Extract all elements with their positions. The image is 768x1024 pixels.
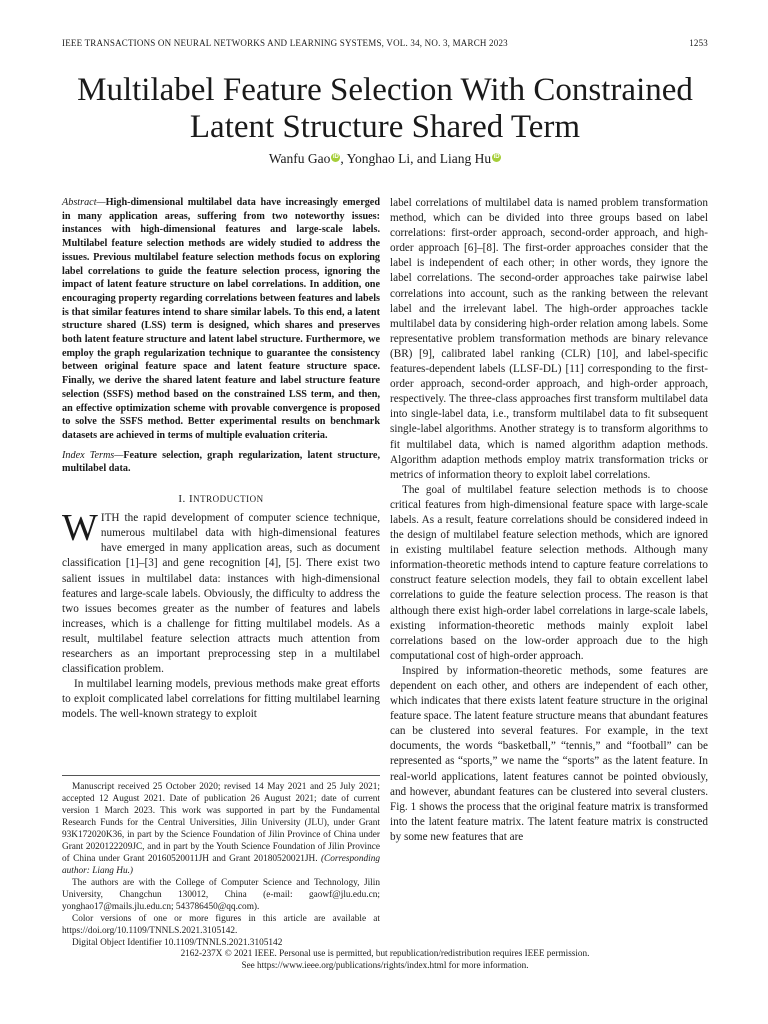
page-number: 1253 (689, 38, 708, 48)
author-1: Wanfu Gao (268, 151, 331, 166)
orcid-icon[interactable]: iD (332, 154, 339, 160)
index-terms-text: Feature selection, graph regularization, latent structure, multilabel data. (62, 449, 380, 475)
index-terms-label: Index Terms— (62, 449, 124, 461)
footnote-color-figures: Color versions of one or more figures in this article are available at https://doi.org/10.1109/TNNLS.2021.3105142. (62, 914, 380, 936)
footnotes (62, 775, 380, 949)
intro-paragraph-1: WITH the rapid development of computer science technique, numerous multilabel data with high-dimensional features have emerged in many application areas, such as document classification [1]–[3] and gene recognition [4], [5]. There exist two salient issues in multilabel data: instances with high-dimensional features and large-scale labels. Obviously, the difficulty to address the two issues becomes greater as the number of features and labels increases, which is a challenge for fitting multilabel models. As a result, multilabel feature selection attracts much attention from researchers as an important preprocessing step in a multilabel classification problem. (62, 507, 380, 676)
abstract-label: Abstract— (62, 197, 106, 208)
abstract-text: High-dimensional multilabel data have increasingly emerged in many application areas, suffering from two noteworthy issues: instances with high-dimensional features and large-scale labels. Multilabel feature selection methods are widely studied to address the issues. Previous multilabel feature selection methods focus on exploring label correlations to guide the feature selection process, ignoring the impact of latent feature structure on label correlations. In addition, one encouraging property regarding correlations between features and labels is that similar features intend to share similar labels. To this end, a latent structure shared (LSS) term is designed, which shares and preserves both latent feature structure and latent label structure. Furthermore, we employ the graph regularization technique to guarantee the consistency between original feature space and latent feature structure space. Finally, we derive the shared latent feature and label structure feature selection (SSFS) method based on the constrained LSS term, and then, an effective optimization scheme with provable convergence is proposed to solve the SSFS method. Better experimental results on benchmark datasets are achieved in terms of multiple evaluation criteria. (62, 197, 380, 441)
right-paragraph-3: Inspired by information-theoretic methods, some features are dependent on each other, and others are independent of each other, which indicates that there exists latent feature structure in the original feature space. The latent feature structure means that abundant features can be clustered into several features. For example, in the text documents, the words “basketball,” “tennis,” and “football” can be represented as “sports,” we name the “sports” as the latent feature. In real-world applications, latent features cannot be pointed obviously, and however, abundant features can be clustered into several clusters. Fig. 1 shows the process that the original feature matrix is transformed into the latent feature matrix. The latent feature matrix is constructed by some new features that are (390, 664, 708, 843)
section-heading: I. INTRODUCTION (178, 493, 264, 506)
copyright-line-2: See https://www.ieee.org/publications/rights/index.html for more information. (241, 959, 529, 970)
left-column (62, 196, 380, 722)
paper-title (60, 72, 710, 146)
footnote-doi: Digital Object Identifier 10.1109/TNNLS.2021.3105142 (72, 938, 283, 948)
index-terms (62, 449, 380, 476)
footnote-rule (62, 775, 380, 776)
title-line-1: Multilabel Feature Selection With Constrained (77, 72, 693, 108)
right-column (390, 196, 708, 845)
copyright-notice (62, 948, 708, 971)
drop-cap: W (62, 507, 98, 550)
abstract (62, 196, 380, 443)
author-list (60, 151, 710, 167)
footnote-manuscript: Manuscript received 25 October 2020; revised 14 May 2021 and 25 July 2021; accepted 12 August 2021. Date of publication 26 August 2021; date of current version 1 March 2023. This work was supported in part by the Fundamental Research Funds for the Central Universities, Jilin University (JLU), under Grant 93K172020K36, in part by the Science Foundation of Jilin Province of China under Grant 2020122209JC, and in part by the Youth Science Foundation of Jilin Province of China under Grant 20160520011JH and Grant 20180520021JH. (Corresponding author: Liang Hu.) (62, 782, 381, 876)
title-line-2: Latent Structure Shared Term (189, 109, 581, 145)
copyright-line-1: 2162-237X © 2021 IEEE. Personal use is permitted, but republication/redistribution requires IEEE permission. (180, 948, 590, 958)
footnote-affiliation: The authors are with the College of Computer Science and Technology, Jilin University, Changchun 130012, China (e-mail: gaowf@jlu.edu.cn; yonghao17@mails.jlu.edu.cn; 543786450@qq.com). (62, 878, 380, 912)
author-2-3: , Yonghao Li, and Liang Hu (340, 151, 492, 166)
journal-name: IEEE TRANSACTIONS ON NEURAL NETWORKS AND LEARNING SYSTEMS, VOL. 34, NO. 3, MARCH 2023 (62, 38, 508, 48)
intro-paragraph-2: In multilabel learning models, previous methods make great efforts to exploit complicated label correlations for fitting multilabel learning models. The well-known strategy to exploit (62, 678, 380, 721)
right-paragraph-2: The goal of multilabel feature selection methods is to choose critical features from high-dimensional feature space with large-scale labels. As a result, feature correlations should be considered indeed in the design of multilabel feature selection methods, which are ignored in existing multilabel feature selection methods. Although many information-theoretic methods intend to capture feature correlations to construct feature selection models, they fail to obtain excellent label correlations to guide the feature selection process. The reason is that although there exist high-order label correlations in large-scale labels, existing information-theoretic methods mainly exploit label correlations based on the low-order approach due to the high computational cost of high-order approach. (390, 483, 708, 662)
orcid-icon[interactable]: iD (493, 154, 500, 160)
right-paragraph-1: label correlations of multilabel data is named problem transformation method, which can be divided into three groups based on label correlations: first-order approach, second-order approach, and high-order approach [6]–[8]. The first-order approaches consider that the label is independent of each other; in other words, they ignore the label correlations. The second-order approaches take pairwise label correlations into account, such as the ranking between the relevant label and the irrelevant label. The high-order approaches tackle multilabel data by considering high-order relation among labels. Some representative problem transformation methods are binary relevance (BR) [9], calibrated label ranking (CLR) [10], and label-specific features-dependent labels (LLSF-DL) [11] corresponding to the first-order approach, second-order approach, and high-order approach, respectively. The three-class approaches first transform multilabel data into single-label data, i.e., transform multilabel data to fit subsequent single-label algorithms. Another strategy is to transform algorithms to fit multilabel data, which is named algorithm adaption methods. Algorithm adaption methods employ matrix transformation tricks or metrics of information theory to exploit label correlations. (390, 197, 708, 481)
